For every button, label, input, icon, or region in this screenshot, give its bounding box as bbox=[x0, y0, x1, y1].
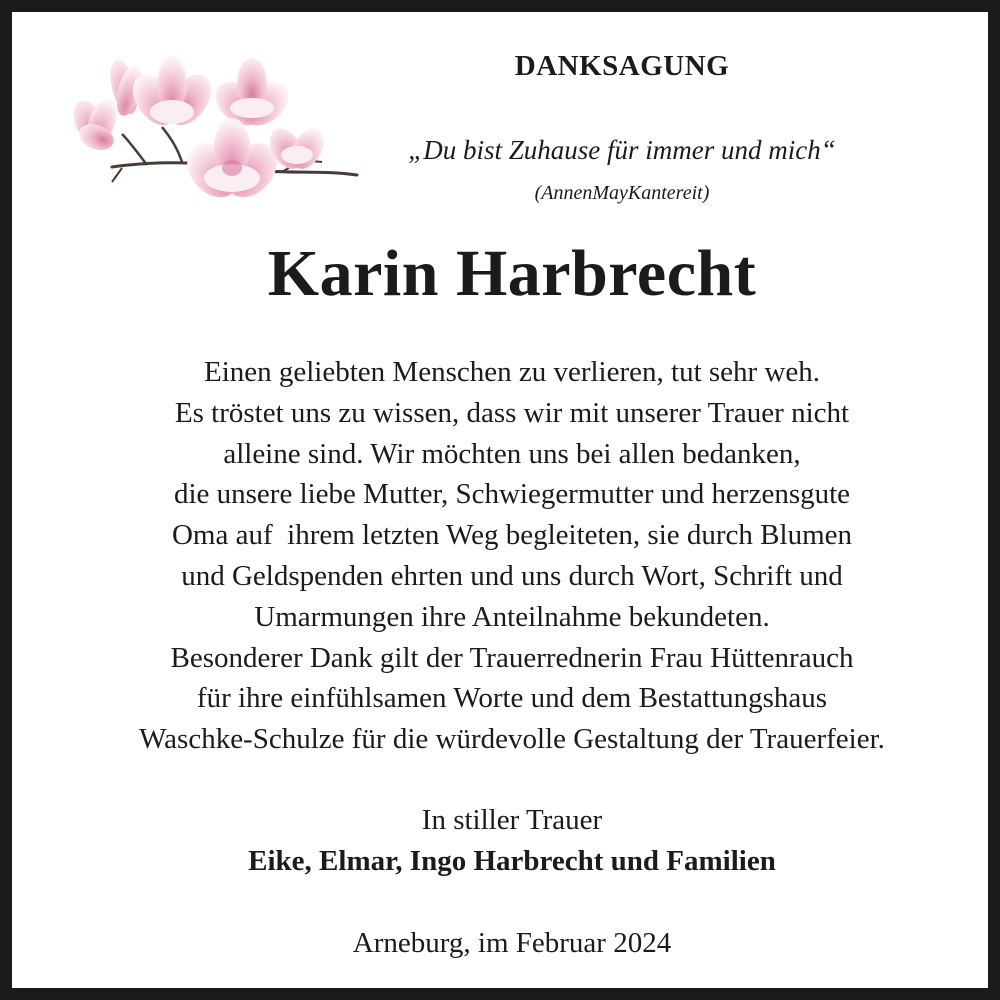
body-text bbox=[32, 352, 992, 760]
body-line: für ihre einfühlsamen Worte und dem Bestattungshaus bbox=[196, 682, 828, 715]
place-date: Arneburg, im Februar 2024 bbox=[352, 927, 672, 959]
body-line: Oma auf ihrem letzten Weg begleiteten, sie durch Blumen bbox=[171, 519, 852, 552]
quote: „Du bist Zuhause für immer und mich“ bbox=[408, 135, 836, 165]
body-line: Waschke-Schulze für die würdevolle Gestaltung der Trauerfeier. bbox=[139, 723, 885, 756]
signers: Eike, Elmar, Ingo Harbrecht und Familien bbox=[248, 845, 776, 877]
deceased-name: Karin Harbrecht bbox=[267, 237, 757, 310]
body-line: Einen geliebten Menschen zu verlieren, tut sehr weh. bbox=[203, 356, 821, 388]
body-line: Es tröstet uns zu wissen, dass wir mit unserer Trauer nicht bbox=[174, 396, 850, 429]
body-line: und Geldspenden ehrten und uns durch Wort, Schrift und bbox=[181, 559, 843, 592]
body-line: Umarmungen ihre Anteilnahme bekundeten. bbox=[254, 600, 770, 633]
closing-phrase: In stiller Trauer bbox=[421, 804, 603, 836]
body-line: Besonderer Dank gilt der Trauerrednerin Frau Hüttenrauch bbox=[170, 641, 854, 674]
heading: DANKSAGUNG bbox=[514, 50, 730, 82]
body-line: alleine sind. Wir möchten uns bei allen bedanken, bbox=[223, 437, 801, 470]
body-line: die unsere liebe Mutter, Schwiegermutter und herzensgute bbox=[173, 478, 851, 511]
quote-source: (AnnenMayKantereit) bbox=[534, 182, 710, 204]
